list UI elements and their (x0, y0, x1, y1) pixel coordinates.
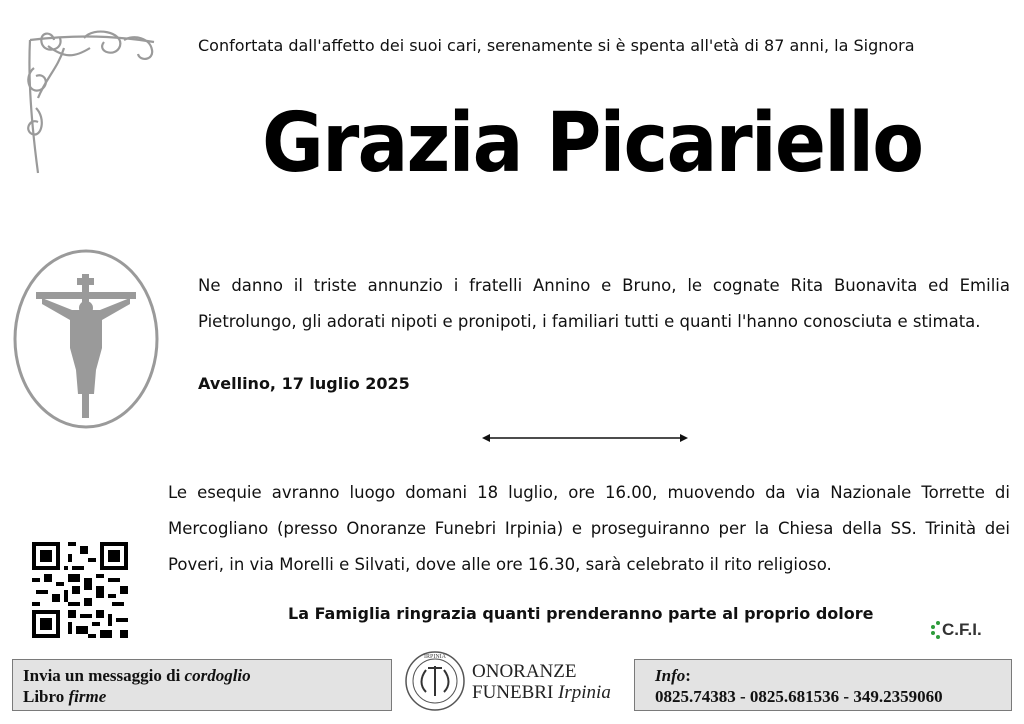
info-phones[interactable]: 0825.74383 - 0825.681536 - 349.2359060 (655, 687, 943, 706)
thanks-text: La Famiglia ringrazia quanti prenderanno parte al proprio dolore (288, 604, 874, 623)
info-box (634, 659, 1012, 711)
place-date: Avellino, 17 luglio 2025 (198, 374, 410, 393)
funeral-home-name (472, 661, 611, 703)
info-label: Info (655, 666, 686, 685)
logo-word-funebri: FUNEBRI (472, 682, 554, 703)
logo-word-irpinia: Irpinia (558, 682, 611, 703)
corner-ornament-icon (24, 28, 159, 178)
funeral-block (168, 475, 1010, 583)
condolence-link[interactable] (23, 665, 381, 686)
guestbook-link[interactable] (23, 686, 381, 707)
cfi-logo-text: C.F.I. (942, 620, 982, 639)
seal-text: IRPINIA (424, 654, 446, 660)
info-label-row: Info: (655, 666, 691, 685)
announcement-block (168, 268, 1010, 340)
funeral-home-seal-icon (404, 650, 466, 712)
divider-arrow-icon (482, 432, 688, 444)
logo-line-2 (472, 682, 611, 703)
qr-code-icon[interactable] (32, 542, 128, 638)
deceased-name: Grazia Picariello (262, 96, 923, 191)
condolence-prefix: Invia un messaggio di (23, 666, 181, 685)
funeral-text: Le esequie avranno luogo domani 18 luglio, ore 16.00, muovendo da via Nazionale Torrette di Mercogliano (presso Onoranze Funebri Irpinia) e proseguiranno per la Chiesa della SS. Trinità dei Poveri, in via Morelli e Silvati, dove alle ore 16.30, sarà celebrato il rito religioso. (168, 483, 1010, 574)
logo-line-1: ONORANZE (472, 661, 577, 682)
book-word: firme (68, 687, 107, 706)
book-prefix: Libro (23, 687, 65, 706)
crucifix-icon (12, 248, 160, 430)
condolence-word: cordoglio (184, 666, 251, 685)
condolence-box[interactable] (12, 659, 392, 711)
intro-text: Confortata dall'affetto dei suoi cari, serenamente si è spenta all'età di 87 anni, la Signora (198, 36, 915, 55)
announcement-text: Ne danno il triste annunzio i fratelli Annino e Bruno, le cognate Rita Buonavita ed Emilia Pietrolungo, gli adorati nipoti e pronipoti, i familiari tutti e quanti l'hanno conosciuta e stimata. (198, 276, 1010, 331)
